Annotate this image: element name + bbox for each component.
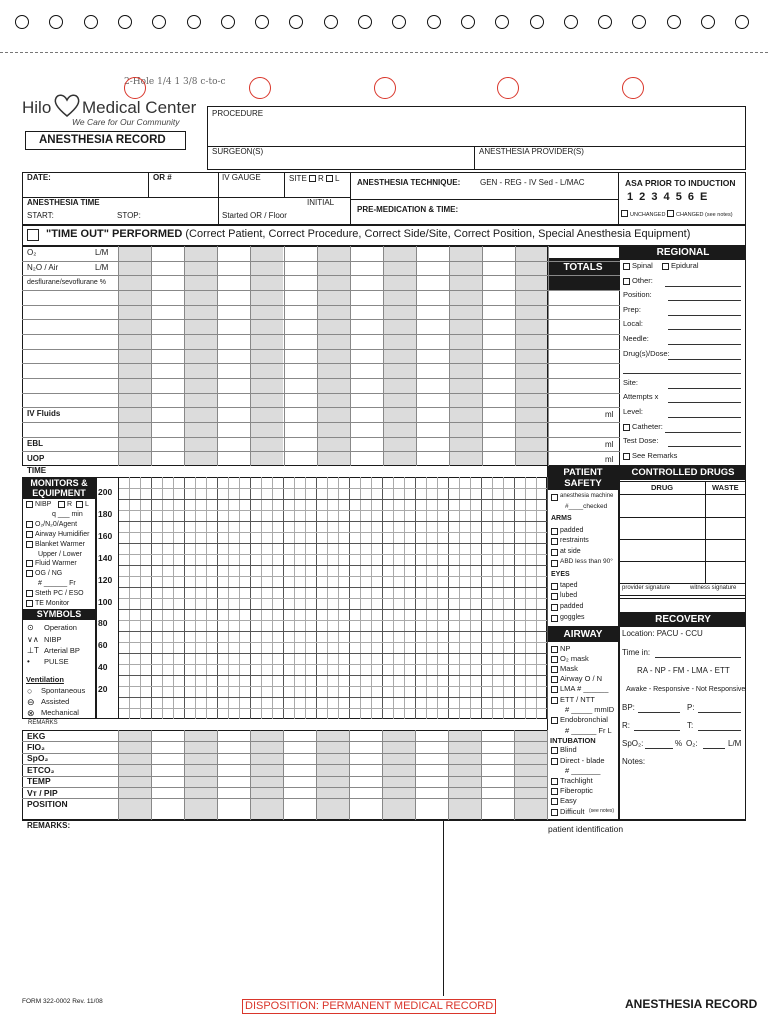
safety-padded-label: padded xyxy=(560,527,584,534)
airway-lma-label: LMA # ______ xyxy=(560,684,609,693)
binder-hole-icon xyxy=(427,15,441,29)
padded-checkbox[interactable] xyxy=(551,528,558,535)
assisted-label: Assisted xyxy=(41,697,70,706)
anesthesia-time-label: ANESTHESIA TIME xyxy=(27,198,100,207)
ventilation-label: Ventilation xyxy=(26,675,64,684)
red-punch-hole-icon xyxy=(249,77,271,99)
airway-o2mask-checkbox[interactable] xyxy=(551,656,558,663)
technique-options[interactable]: GEN - REG - IV Sed - L/MAC xyxy=(480,178,585,187)
pulse-symbol-icon: • xyxy=(27,657,30,666)
safety-taped-label: taped xyxy=(560,582,578,589)
procedure-label: PROCEDURE xyxy=(212,109,264,118)
operation-symbol-icon: ⊙ xyxy=(27,623,34,632)
drugs-label: Drug(s)/Dose: xyxy=(623,348,670,358)
airway-trachlight-checkbox[interactable] xyxy=(551,778,558,785)
fr-label: # ______ Fr xyxy=(38,580,76,588)
n2o-label: N₂O / Air xyxy=(27,263,59,272)
nibp-l-checkbox[interactable] xyxy=(76,501,83,508)
airway-mask-checkbox[interactable] xyxy=(551,666,558,673)
scale-tick-160: 160 xyxy=(98,530,113,541)
o2-unit: L/M xyxy=(95,248,109,257)
asa-scale[interactable]: 1 2 3 4 5 6 E xyxy=(627,191,709,203)
nibp-symbol-icon: ∨∧ xyxy=(27,635,39,644)
airway-header: AIRWAY xyxy=(547,627,619,642)
attempts-label: Attempts x xyxy=(623,392,659,402)
machine-checked-label: #____checked xyxy=(565,503,608,510)
binder-hole-icon xyxy=(530,15,544,29)
og-ng-label: OG / NG xyxy=(35,570,63,578)
safety-at_side-label: at side xyxy=(560,548,581,555)
procedure-box[interactable] xyxy=(207,106,746,170)
catheter-label: Catheter: xyxy=(632,421,663,431)
regional-header: REGIONAL xyxy=(620,246,746,260)
needle-label: Needle: xyxy=(623,334,649,343)
provider-label: ANESTHESIA PROVIDER(S) xyxy=(479,147,584,156)
provider-signature: provider signature xyxy=(622,585,671,591)
catheter-checkbox[interactable] xyxy=(623,424,630,431)
logo-tagline: We Care for Our Community xyxy=(72,117,180,127)
logo-text-left: Hilo xyxy=(22,98,52,117)
binder-hole-icon xyxy=(392,15,406,29)
recovery-header: RECOVERY xyxy=(620,613,746,627)
mechanical-label: Mechanical xyxy=(41,708,79,717)
hole-note: 2-Hole 1/4 1 3/8 c-to-c xyxy=(124,77,226,87)
site-label: Site: xyxy=(623,377,639,387)
airway-direct-checkbox[interactable] xyxy=(551,758,558,765)
arterial-symbol-icon: ⊥T xyxy=(27,646,39,655)
airway-airway-checkbox[interactable] xyxy=(551,676,558,683)
airway-frl-label: # ______ Fr L xyxy=(565,726,612,735)
red-punch-hole-icon xyxy=(497,77,519,99)
binder-hole-icon xyxy=(152,15,166,29)
remarks-row-label: REMARKS xyxy=(28,720,58,726)
binder-hole-icon xyxy=(324,15,338,29)
spontaneous-label: Spontaneous xyxy=(41,686,86,695)
patient-safety-header: PATIENT SAFETY xyxy=(547,465,619,490)
binder-hole-icon xyxy=(701,15,715,29)
q-min-label: q ___ min xyxy=(52,510,83,518)
symbol-nibp-label: NIBP xyxy=(44,635,62,644)
recovery-resp: R: xyxy=(622,721,630,730)
safety-padded2-label: padded xyxy=(560,603,584,610)
steth-label: Steth PC / ESO xyxy=(35,590,84,598)
desflurane-label: desflurane/sevoflurane % xyxy=(27,279,106,286)
airway-mmid-label: # _____ mmID xyxy=(565,705,615,714)
recovery-temp: T: xyxy=(687,721,694,730)
symbols-header: SYMBOLS xyxy=(23,609,95,620)
binder-hole-icon xyxy=(289,15,303,29)
at_side-checkbox[interactable] xyxy=(551,549,558,556)
iv-fluids-label: IV Fluids xyxy=(27,409,61,418)
upper-lower-label: Upper / Lower xyxy=(38,550,82,558)
recovery-pct: % xyxy=(675,739,683,748)
other-label: Other: xyxy=(632,275,653,285)
safety-abd-label: ABD less than 90° xyxy=(560,558,613,565)
site-label: SITE R L xyxy=(289,174,340,183)
recovery-bp: BP: xyxy=(622,703,635,712)
airway-fiberoptic-label: Fiberoptic xyxy=(560,786,593,795)
test-dose-label: Test Dose: xyxy=(623,436,659,446)
nibp-checkbox[interactable] xyxy=(26,501,33,508)
airway-difficult-checkbox[interactable] xyxy=(551,809,558,816)
intubation-heading: INTUBATION xyxy=(550,736,596,745)
padded2-checkbox[interactable] xyxy=(551,604,558,611)
red-punch-hole-icon xyxy=(622,77,644,99)
safety-eyes-heading: EYES xyxy=(551,571,570,578)
spontaneous-symbol-icon: ○ xyxy=(27,686,33,696)
symbol-pulse-label: PULSE xyxy=(44,657,69,666)
recovery-o2: O₂: xyxy=(686,739,698,748)
patient-identification: patient identification xyxy=(548,824,624,834)
steth-checkbox[interactable] xyxy=(26,590,33,597)
binder-hole-icon xyxy=(495,15,509,29)
airway-blind-label: Blind xyxy=(560,745,577,754)
humidifier-checkbox[interactable] xyxy=(26,531,33,538)
totals-header: TOTALS xyxy=(547,258,619,290)
airway-fiberoptic-checkbox[interactable] xyxy=(551,788,558,795)
machine-checkbox[interactable] xyxy=(551,494,558,501)
recovery-location: Location: PACU - CCU xyxy=(622,629,703,638)
binder-hole-icon xyxy=(667,15,681,29)
logo-text-right: Medical Center xyxy=(82,98,197,117)
safety-machine-label: anesthesia machine xyxy=(560,493,614,499)
premed-label: PRE-MEDICATION & TIME: xyxy=(357,205,459,214)
ebl-label: EBL xyxy=(27,439,43,448)
scale-tick-200: 200 xyxy=(98,487,113,497)
recovery-modes[interactable]: RA - NP - FM - LMA - ETT xyxy=(637,666,730,675)
form-number: FORM 322-0002 Rev. 11/08 xyxy=(22,998,103,1005)
iv-gauge-label: IV GAUGE xyxy=(222,173,261,182)
nibp-r-checkbox[interactable] xyxy=(58,501,65,508)
blanket-label: Blanket Warmer xyxy=(35,540,85,548)
airway-endo-label: Endobronchial xyxy=(560,715,608,724)
monitors-header: MONITORS & EQUIPMENT xyxy=(23,477,95,499)
airway-direct-label: Direct - blade xyxy=(560,756,605,765)
iv-ml: ml xyxy=(605,410,614,419)
airway-np-checkbox[interactable] xyxy=(551,646,558,653)
site-r-checkbox[interactable] xyxy=(309,175,316,182)
red-punch-hole-icon xyxy=(124,77,146,99)
safety-restraints-label: restraints xyxy=(560,537,589,544)
recovery-time-in: Time in: xyxy=(622,648,651,657)
time-label: TIME xyxy=(27,466,47,475)
footer-title: ANESTHESIA RECORD xyxy=(625,997,758,1011)
vitals-row-label: EKG xyxy=(27,730,46,741)
timeout-checkbox[interactable] xyxy=(27,229,39,241)
binder-hole-icon xyxy=(598,15,612,29)
airway-o2mask-label: O₂ mask xyxy=(560,654,589,663)
local-label: Local: xyxy=(623,319,644,329)
asa-title: ASA PRIOR TO INDUCTION xyxy=(625,178,736,188)
recovery-spo2: SpO₂: xyxy=(622,739,644,748)
see_remarks-label: See Remarks xyxy=(632,450,678,460)
vitals-row-label: SpO₂ xyxy=(27,753,49,764)
waste-column: WASTE xyxy=(712,483,739,492)
o2-label: O₂ xyxy=(27,248,37,257)
airway-lma-checkbox[interactable] xyxy=(551,686,558,693)
safety-arms-heading: ARMS xyxy=(551,515,572,522)
unchanged-checkbox[interactable] xyxy=(621,210,628,217)
date-label: DATE: xyxy=(27,173,51,182)
binder-hole-icon xyxy=(221,15,235,29)
heart-logo-icon xyxy=(52,92,82,118)
surgeon-label: SURGEON(S) xyxy=(212,147,264,156)
restraints-checkbox[interactable] xyxy=(551,538,558,545)
controlled-drugs-header: CONTROLLED DRUGS xyxy=(620,465,746,480)
uop-label: UOP xyxy=(27,454,45,463)
airway-airway-label: Airway O / N xyxy=(560,674,603,683)
scale-tick-60: 60 xyxy=(98,640,108,651)
te-label: TE Monitor xyxy=(35,600,70,607)
recovery-pulse: P: xyxy=(687,703,695,712)
scale-tick-120: 120 xyxy=(98,574,113,585)
binder-hole-icon xyxy=(15,15,29,29)
site-l-checkbox[interactable] xyxy=(326,175,333,182)
binder-hole-icon xyxy=(735,15,749,29)
started-or-label: Started OR / Floor xyxy=(222,211,287,220)
airway-blind-checkbox[interactable] xyxy=(551,747,558,754)
binder-hole-icon xyxy=(84,15,98,29)
binder-hole-icon xyxy=(632,15,646,29)
recovery-lm: L/M xyxy=(728,739,742,748)
binder-hole-icon xyxy=(255,15,269,29)
blanket-checkbox[interactable] xyxy=(26,541,33,548)
recovery-panel xyxy=(619,612,746,820)
fluid_warmer-checkbox[interactable] xyxy=(26,560,33,567)
scale-tick-180: 180 xyxy=(98,508,113,519)
ebl-ml: ml xyxy=(605,440,614,449)
start-label: START: xyxy=(27,211,54,220)
recovery-status[interactable]: Awake - Responsive - Not Responsive xyxy=(626,686,746,693)
level-label: Level: xyxy=(623,407,644,416)
airway-np-label: NP xyxy=(560,644,571,653)
vitals-row-label: TEMP xyxy=(27,776,51,787)
airway-trachlight-label: Trachlight xyxy=(560,776,593,785)
og_ng-checkbox[interactable] xyxy=(26,570,33,577)
drug-column: DRUG xyxy=(651,483,674,492)
agent-checkbox[interactable] xyxy=(26,521,33,528)
binder-hole-icon xyxy=(49,15,63,29)
humidifier-label: Airway Humidifier xyxy=(35,530,90,538)
te-checkbox[interactable] xyxy=(26,600,33,607)
record-title: ANESTHESIA RECORD xyxy=(39,134,166,146)
scale-tick-100: 100 xyxy=(98,596,113,607)
stop-label: STOP: xyxy=(117,211,141,220)
perforation-line xyxy=(0,52,768,53)
binder-hole-icon xyxy=(187,15,201,29)
fluid-warmer-label: Fluid Warmer xyxy=(35,560,77,568)
disposition: DISPOSITION: PERMANENT MEDICAL RECORD xyxy=(242,999,496,1014)
airway-hash-label: # _______ xyxy=(565,766,601,775)
symbol-operation-label: Operation xyxy=(44,623,77,632)
epidural-checkbox[interactable] xyxy=(662,263,669,270)
airway-easy-label: Easy xyxy=(560,796,577,805)
airway-ett-label: ETT / NTT xyxy=(560,695,595,704)
see_remarks-checkbox[interactable] xyxy=(623,453,630,460)
spinal-checkbox[interactable] xyxy=(623,263,630,270)
other-checkbox[interactable] xyxy=(623,278,630,285)
airway-endo-checkbox[interactable] xyxy=(551,717,558,724)
vitals-row-label: FIO₂ xyxy=(27,741,45,752)
epidural-label: Epidural xyxy=(671,261,699,270)
binder-hole-icon xyxy=(461,15,475,29)
vitals-row-label: ETCO₂ xyxy=(27,764,55,775)
or-number-label: OR # xyxy=(153,173,172,182)
initial-label: INITIAL xyxy=(307,198,335,207)
symbol-arterial-label: Arterial BP xyxy=(44,646,80,655)
n2o-unit: L/M xyxy=(95,263,109,272)
taped-checkbox[interactable] xyxy=(551,583,558,590)
changed-checkbox[interactable] xyxy=(667,210,674,217)
scale-tick-140: 140 xyxy=(98,552,113,563)
airway-easy-checkbox[interactable] xyxy=(551,798,558,805)
witness-signature: witness signature xyxy=(690,585,737,591)
nibp-monitor-label: NIBP xyxy=(35,501,52,508)
binder-hole-icon xyxy=(564,15,578,29)
assisted-symbol-icon: ⊖ xyxy=(27,697,35,707)
recovery-notes: Notes: xyxy=(622,757,646,766)
spinal-label: Spinal xyxy=(632,261,653,270)
nibp-l-label: L xyxy=(85,501,89,508)
position-label: Position: xyxy=(623,290,652,300)
goggles-checkbox[interactable] xyxy=(551,615,558,622)
remarks-area[interactable] xyxy=(22,832,442,996)
prep-label: Prep: xyxy=(623,304,641,314)
vitals-row-label: POSITION xyxy=(27,798,68,809)
airway-ett-checkbox[interactable] xyxy=(551,697,558,704)
vitals-row-label: Vт / PIP xyxy=(27,787,58,798)
binder-hole-icon xyxy=(358,15,372,29)
airway-difficult-label: Difficult xyxy=(560,807,585,816)
remarks-label: REMARKS: xyxy=(27,821,71,830)
scale-tick-40: 40 xyxy=(98,662,108,673)
mechanical-symbol-icon: ⊗ xyxy=(27,708,35,718)
nibp-r-label: R xyxy=(67,501,73,508)
timeout-text: "TIME OUT" PERFORMED (Correct Patient, Correct Procedure, Correct Side/Site, Correct Position, Special Anesthesia Equipment) xyxy=(46,228,691,240)
scale-tick-20: 20 xyxy=(98,684,108,695)
agent-label: O₂/N₂0/Agent xyxy=(35,520,78,528)
abd-checkbox[interactable] xyxy=(551,560,558,567)
asa-change: UNCHANGED CHANGED (see notes) xyxy=(621,210,733,219)
uop-ml: ml xyxy=(605,455,614,464)
airway-mask-label: Mask xyxy=(560,664,578,673)
binder-hole-icon xyxy=(118,15,132,29)
technique-label: ANESTHESIA TECHNIQUE: xyxy=(357,178,461,187)
safety-lubed-label: lubed xyxy=(560,592,578,599)
red-punch-hole-icon xyxy=(374,77,396,99)
lubed-checkbox[interactable] xyxy=(551,593,558,600)
scale-tick-80: 80 xyxy=(98,618,108,629)
difficult-see-notes: (see notes) xyxy=(589,808,615,814)
safety-goggles-label: goggles xyxy=(560,614,585,621)
